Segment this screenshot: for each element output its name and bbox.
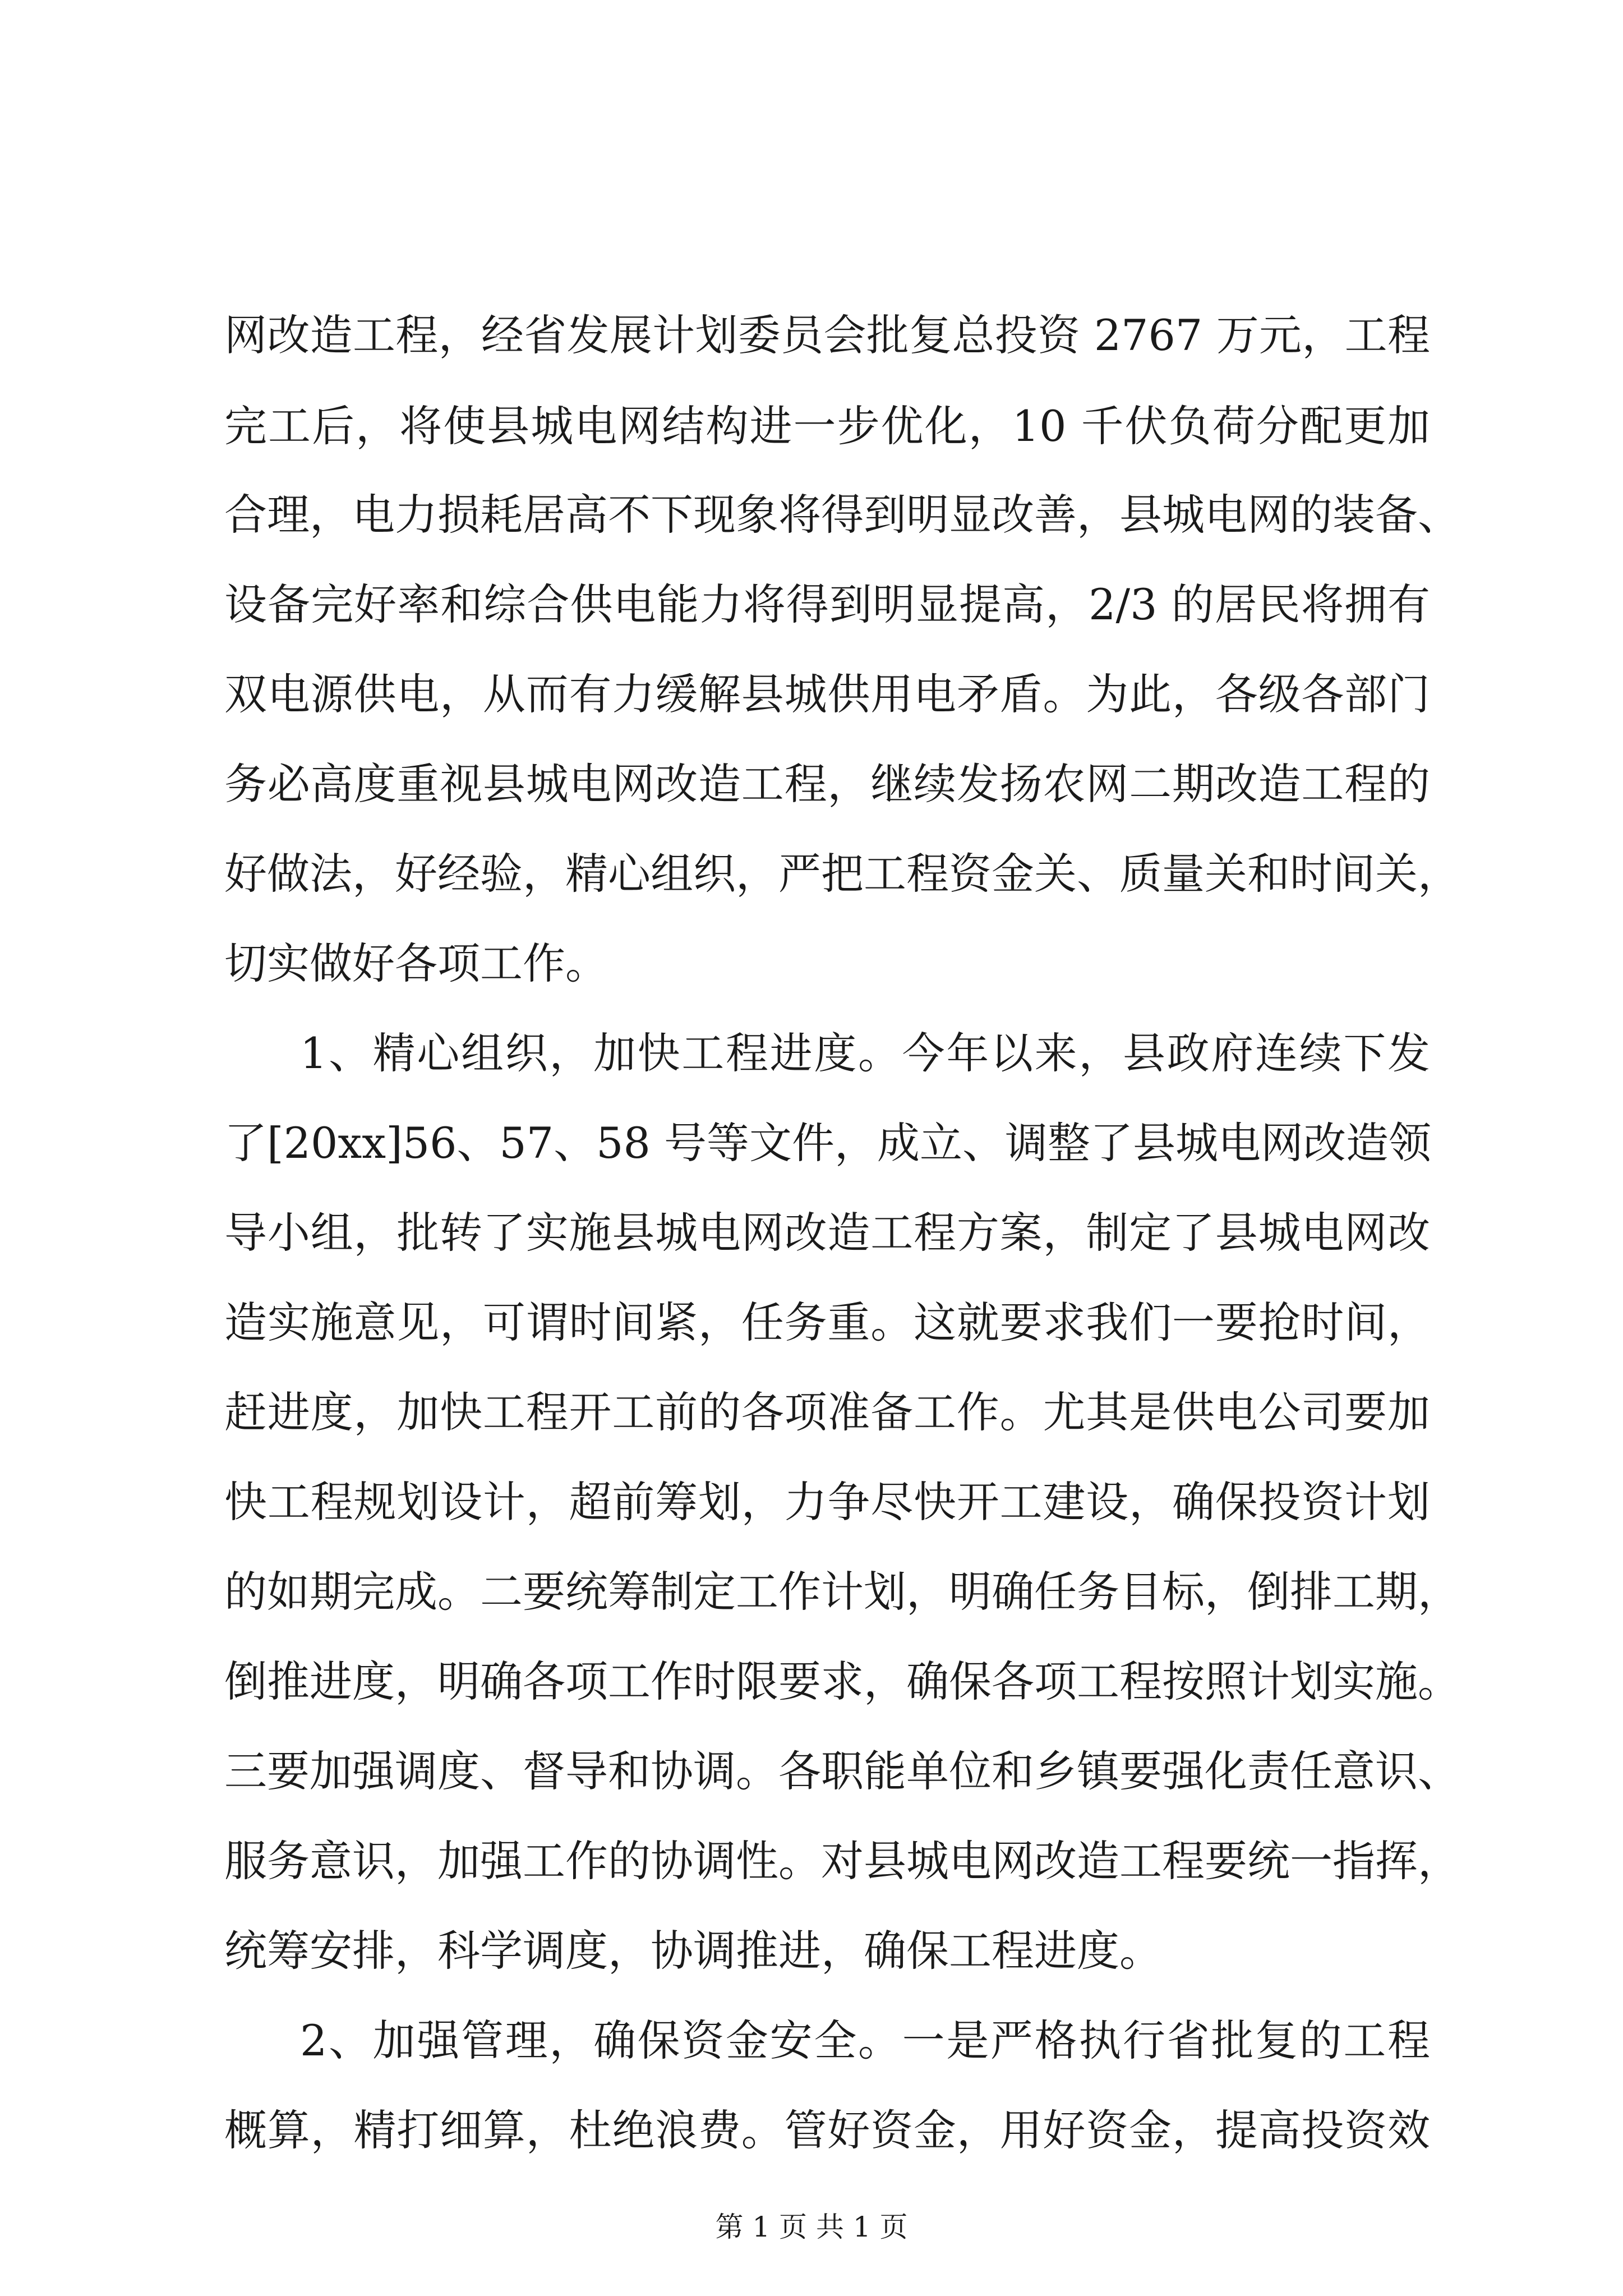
paragraph-2-heading-line: 2、加强管理，确保资金安全。一是严格执行省批复的工程 — [300, 2016, 1430, 2065]
text-line: 双电源供电，从而有力缓解县城供用电矛盾。为此，各级各部门 — [224, 669, 1430, 719]
text-line: 好做法，好经验，精心组织，严把工程资金关、质量关和时间关， — [224, 849, 1460, 899]
text-line: 服务意识，加强工作的协调性。对县城电网改造工程要统一指挥， — [224, 1836, 1460, 1886]
text-line: 的如期完成。二要统筹制定工作计划，明确任务目标，倒排工期， — [224, 1567, 1460, 1617]
text-line: 统筹安排，科学调度，协调推进，确保工程进度。 — [224, 1926, 1162, 1976]
text-line: 设备完好率和综合供电能力将得到明显提高，2/3 的居民将拥有 — [224, 579, 1430, 629]
text-line: 了[20xx]56、57、58 号等文件，成立、调整了县城电网改造领 — [224, 1118, 1432, 1168]
text-line: 概算，精打细算，杜绝浪费。管好资金，用好资金，提高投资效 — [224, 2105, 1430, 2155]
paragraph-1-heading-line: 1、精心组织，加快工程进度。今年以来，县政府连续下发 — [300, 1028, 1430, 1078]
text-line: 造实施意见，可谓时间紧，任务重。这就要求我们一要抢时间， — [224, 1297, 1430, 1347]
text-line: 快工程规划设计，超前筹划，力争尽快开工建设，确保投资计划 — [224, 1477, 1430, 1527]
text-line: 三要加强调度、督导和协调。各职能单位和乡镇要强化责任意识、 — [224, 1746, 1460, 1796]
text-line: 赶进度，加快工程开工前的各项准备工作。尤其是供电公司要加 — [224, 1387, 1430, 1437]
text-line: 切实做好各项工作。 — [224, 938, 608, 988]
text-line: 导小组，批转了实施县城电网改造工程方案，制定了县城电网改 — [224, 1208, 1430, 1258]
text-line: 倒推进度，明确各项工作时限要求，确保各项工程按照计划实施。 — [224, 1657, 1460, 1706]
text-line: 务必高度重视县城电网改造工程，继续发扬农网二期改造工程的 — [224, 759, 1430, 809]
text-line: 完工后，将使县城电网结构进一步优化，10 千伏负荷分配更加 — [224, 401, 1430, 451]
page-number-footer: 第 1 页 共 1 页 — [715, 2211, 908, 2243]
text-line: 网改造工程，经省发展计划委员会批复总投资 2767 万元，工程 — [224, 310, 1430, 360]
text-line: 合理，电力损耗居高不下现象将得到明显改善，县城电网的装备、 — [224, 490, 1460, 540]
